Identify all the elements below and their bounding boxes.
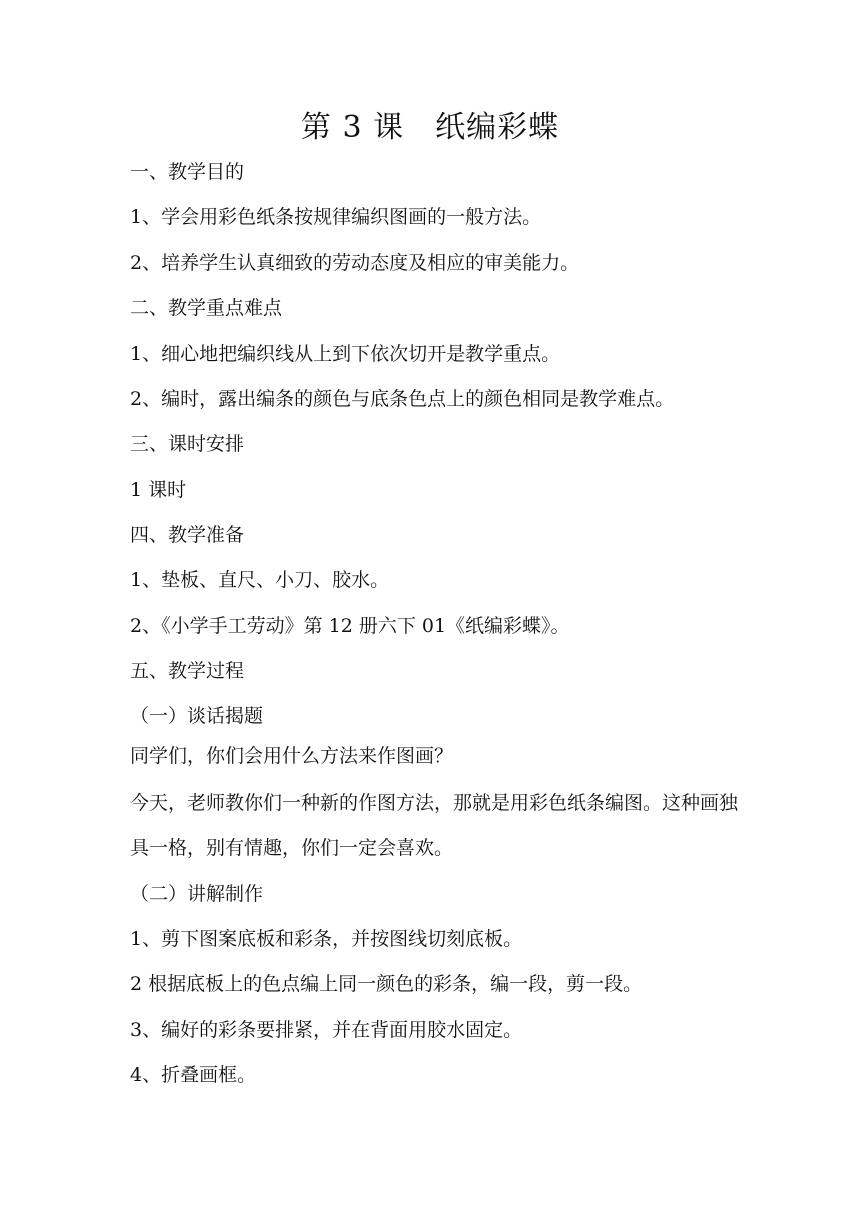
paragraph: 3、编好的彩条要排紧，并在背面用胶水固定。: [130, 1019, 523, 1041]
section-heading-preparation: 四、教学准备: [130, 524, 245, 546]
paragraph: 2 根据底板上的色点编上同一颜色的彩条，编一段，剪一段。: [130, 973, 643, 995]
paragraph: 今天，老师教你们一种新的作图方法，那就是用彩色纸条编图。这种画独具一格，别有情趣，你们一定会喜欢。: [130, 792, 739, 859]
paragraph: 1、学会用彩色纸条按规律编织图画的一般方法。: [130, 206, 542, 228]
subsection-heading: （二）讲解制作: [130, 883, 264, 905]
paragraph: 1、剪下图案底板和彩条，并按图线切刻底板。: [130, 928, 523, 950]
paragraph: 2、编时，露出编条的颜色与底条色点上的颜色相同是教学难点。: [130, 388, 675, 410]
section-heading-schedule: 三、课时安排: [130, 433, 245, 455]
paragraph: 2、《小学手工劳动》第 12 册六下 01《纸编彩蝶》。: [130, 615, 570, 637]
paragraph: 同学们，你们会用什么方法来作图画？: [130, 745, 454, 767]
paragraph: 4、折叠画框。: [130, 1064, 257, 1086]
section-heading-objectives: 一、教学目的: [130, 161, 245, 183]
page-title: 第 3 课 纸编彩蝶: [300, 110, 560, 145]
paragraph: 1 课时: [130, 479, 187, 501]
section-heading-key-points: 二、教学重点难点: [130, 297, 283, 319]
paragraph: 2、培养学生认真细致的劳动态度及相应的审美能力。: [130, 252, 580, 274]
paragraph: 1、垫板、直尺、小刀、胶水。: [130, 569, 390, 591]
section-heading-process: 五、教学过程: [130, 660, 245, 682]
subsection-heading: （一）谈话揭题: [130, 705, 264, 727]
paragraph: 1、细心地把编织线从上到下依次切开是教学重点。: [130, 343, 561, 365]
